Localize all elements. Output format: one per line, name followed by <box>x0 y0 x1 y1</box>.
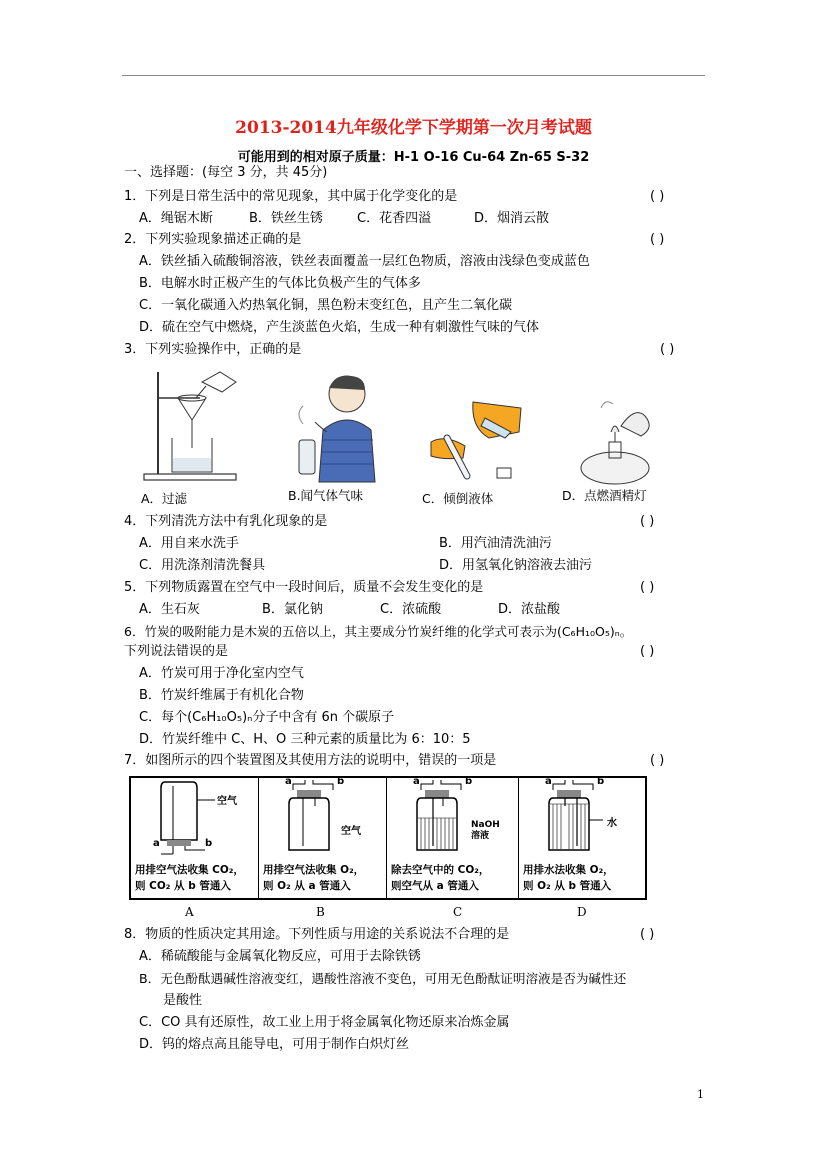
panel-d-tag: 水 <box>607 818 617 829</box>
q3-label-a: A．过滤 <box>141 491 188 506</box>
q3-stem: 3．下列实验操作中，正确的是 <box>124 342 302 357</box>
panel-d-caption <box>523 862 614 894</box>
panel-a-caption-line1: 用排空气法收集 CO₂， <box>135 864 244 876</box>
exam-title: 2013-2014九年级化学下学期第一次月考试题 <box>235 118 592 138</box>
q5-option-b: B．氯化钠 <box>262 602 323 617</box>
panel-b-caption <box>263 862 364 894</box>
alcohol-lamp-illustration <box>575 396 665 488</box>
panel-d-port-b: b <box>597 776 605 787</box>
bottle-d-diagram <box>519 778 645 858</box>
q4-option-b: B．用汽油清洗油污 <box>439 536 552 551</box>
q6-stem-line2: 下列说法错误的是 <box>124 644 229 659</box>
panel-b-port-b: b <box>337 776 345 787</box>
q1-option-d: D．烟消云散 <box>474 211 550 226</box>
atomic-mass-line: 可能用到的相对原子质量：H-1 O-16 Cu-64 Zn-65 S-32 <box>237 150 590 165</box>
q5-option-a: A．生石灰 <box>139 602 200 617</box>
panel-b-caption-line2: 则 O₂ 从 a 管通入 <box>263 880 351 892</box>
panel-c-tag-line1: NaOH <box>471 820 500 830</box>
q6-option-a: A．竹炭可用于净化室内空气 <box>139 666 304 681</box>
panel-c-caption-line1: 除去空气中的 CO₂， <box>391 864 490 876</box>
q6-stem-line1: 6．竹炭的吸附能力是木炭的五倍以上，其主要成分竹炭纤维的化学式可表示为(C₆H₁₀O₅)ₙ。 <box>124 624 633 639</box>
panel-letter-d: D <box>577 905 587 919</box>
q5-option-d: D．浓盐酸 <box>498 602 561 617</box>
q2-answer-blank: ( ) <box>650 232 665 247</box>
q1-answer-blank: ( ) <box>650 189 665 204</box>
q2-option-c: C．一氧化碳通入灼热氧化铜，黑色粉末变红色，且产生二氧化碳 <box>139 298 513 313</box>
apparatus-panel-b <box>259 778 387 898</box>
q4-option-a: A．用自来水洗手 <box>139 536 239 551</box>
q4-option-d: D．用氢氧化钠溶液去油污 <box>439 558 593 573</box>
panel-c-port-b: b <box>465 776 473 787</box>
panel-d-port-a: a <box>545 776 552 787</box>
panel-a-port-b: b <box>205 838 213 849</box>
bottle-b-diagram <box>259 778 387 858</box>
q3-label-c: C．倾倒液体 <box>422 491 494 506</box>
panel-a-tag: 空气 <box>217 796 237 807</box>
q8-answer-blank: ( ) <box>640 927 655 942</box>
panel-c-caption-line2: 则空气从 a 管通入 <box>391 880 479 892</box>
q3-answer-blank: ( ) <box>660 342 675 357</box>
apparatus-panel-d <box>519 778 645 898</box>
filtration-illustration <box>140 368 245 488</box>
q8-option-b: B．无色酚酞遇碱性溶液变红，遇酸性溶液不变色，可用无色酚酞证明溶液是否为碱性还 <box>139 971 627 986</box>
q8-stem: 8．物质的性质决定其用途。下列性质与用途的关系说法不合理的是 <box>124 927 510 942</box>
q1-stem: 1．下列是日常生活中的常见现象，其中属于化学变化的是 <box>124 189 458 204</box>
page-number: 1 <box>697 1088 704 1101</box>
header-rule <box>122 75 705 76</box>
panel-d-caption-line1: 用排水法收集 O₂， <box>523 864 614 876</box>
q8-option-a: A．稀硫酸能与金属氧化物反应，可用于去除铁锈 <box>139 949 421 964</box>
panel-a-port-a: a <box>153 838 160 849</box>
q3-label-d: D．点燃酒精灯 <box>562 488 647 503</box>
panel-b-port-a: a <box>285 776 292 787</box>
q4-stem: 4．下列清洗方法中有乳化现象的是 <box>124 514 328 529</box>
q2-option-d: D．硫在空气中燃烧，产生淡蓝色火焰，生成一种有刺激性气味的气体 <box>139 320 540 335</box>
panel-c-caption <box>391 862 489 894</box>
panel-letter-c: C <box>453 905 463 919</box>
q6-option-b: B．竹炭纤维属于有机化合物 <box>139 688 304 703</box>
q2-option-a: A．铁丝插入硫酸铜溶液，铁丝表面覆盖一层红色物质，溶液由浅绿色变成蓝色 <box>139 254 590 269</box>
smell-gas-illustration <box>285 370 385 486</box>
q6-option-c: C．每个(C₆H₁₀O₅)ₙ分子中含有 6n 个碳原子 <box>139 710 395 725</box>
q7-answer-blank: ( ) <box>650 753 665 768</box>
apparatus-panel-a <box>131 778 259 898</box>
q5-stem: 5．下列物质露置在空气中一段时间后，质量不会发生变化的是 <box>124 580 484 595</box>
q6-option-d: D．竹炭纤维中 C、H、O 三种元素的质量比为 6：10：5 <box>139 732 471 747</box>
panel-c-tag-line2: 溶液 <box>471 831 490 841</box>
q5-option-c: C．浓硫酸 <box>380 602 442 617</box>
panel-b-caption-line1: 用排空气法收集 O₂， <box>263 864 365 876</box>
pour-liquid-illustration <box>425 398 525 488</box>
q5-answer-blank: ( ) <box>640 580 655 595</box>
q8-option-d: D．钨的熔点高且能导电，可用于制作白炽灯丝 <box>139 1037 410 1052</box>
panel-a-caption-line2: 则 CO₂ 从 b 管通入 <box>135 880 231 892</box>
bottle-c-diagram <box>387 778 519 858</box>
q2-stem: 2．下列实验现象描述正确的是 <box>124 232 302 247</box>
q4-option-c: C．用洗涤剂清洗餐具 <box>139 558 266 573</box>
q8-option-b-cont: 是酸性 <box>163 993 203 1008</box>
q3-label-b: B.闻气体气味 <box>288 488 364 503</box>
q7-stem: 7．如图所示的四个装置图及其使用方法的说明中，错误的一项是 <box>124 753 497 768</box>
panel-c-port-a: a <box>413 776 420 787</box>
apparatus-panel-c <box>387 778 519 898</box>
apparatus-figure <box>129 776 647 900</box>
panel-b-tag: 空气 <box>341 826 361 837</box>
q8-option-c: C．CO 具有还原性，故工业上用于将金属氧化物还原来冶炼金属 <box>139 1015 510 1030</box>
q1-option-b: B．铁丝生锈 <box>249 211 323 226</box>
q1-option-a: A．绳锯木断 <box>139 211 213 226</box>
q6-answer-blank: ( ) <box>640 644 655 659</box>
panel-letter-a: A <box>185 905 194 919</box>
panel-a-caption <box>135 862 244 894</box>
q2-option-b: B．电解水时正极产生的气体比负极产生的气体多 <box>139 276 421 291</box>
q4-answer-blank: ( ) <box>640 514 655 529</box>
section-heading: 一、选择题：(每空 3 分，共 45分) <box>124 165 328 180</box>
panel-d-caption-line2: 则 O₂ 从 b 管通入 <box>523 880 612 892</box>
q1-option-c: C．花香四溢 <box>357 211 432 226</box>
panel-letter-b: B <box>316 905 325 919</box>
panel-c-tag <box>471 820 500 842</box>
bottle-a-diagram <box>131 778 259 858</box>
